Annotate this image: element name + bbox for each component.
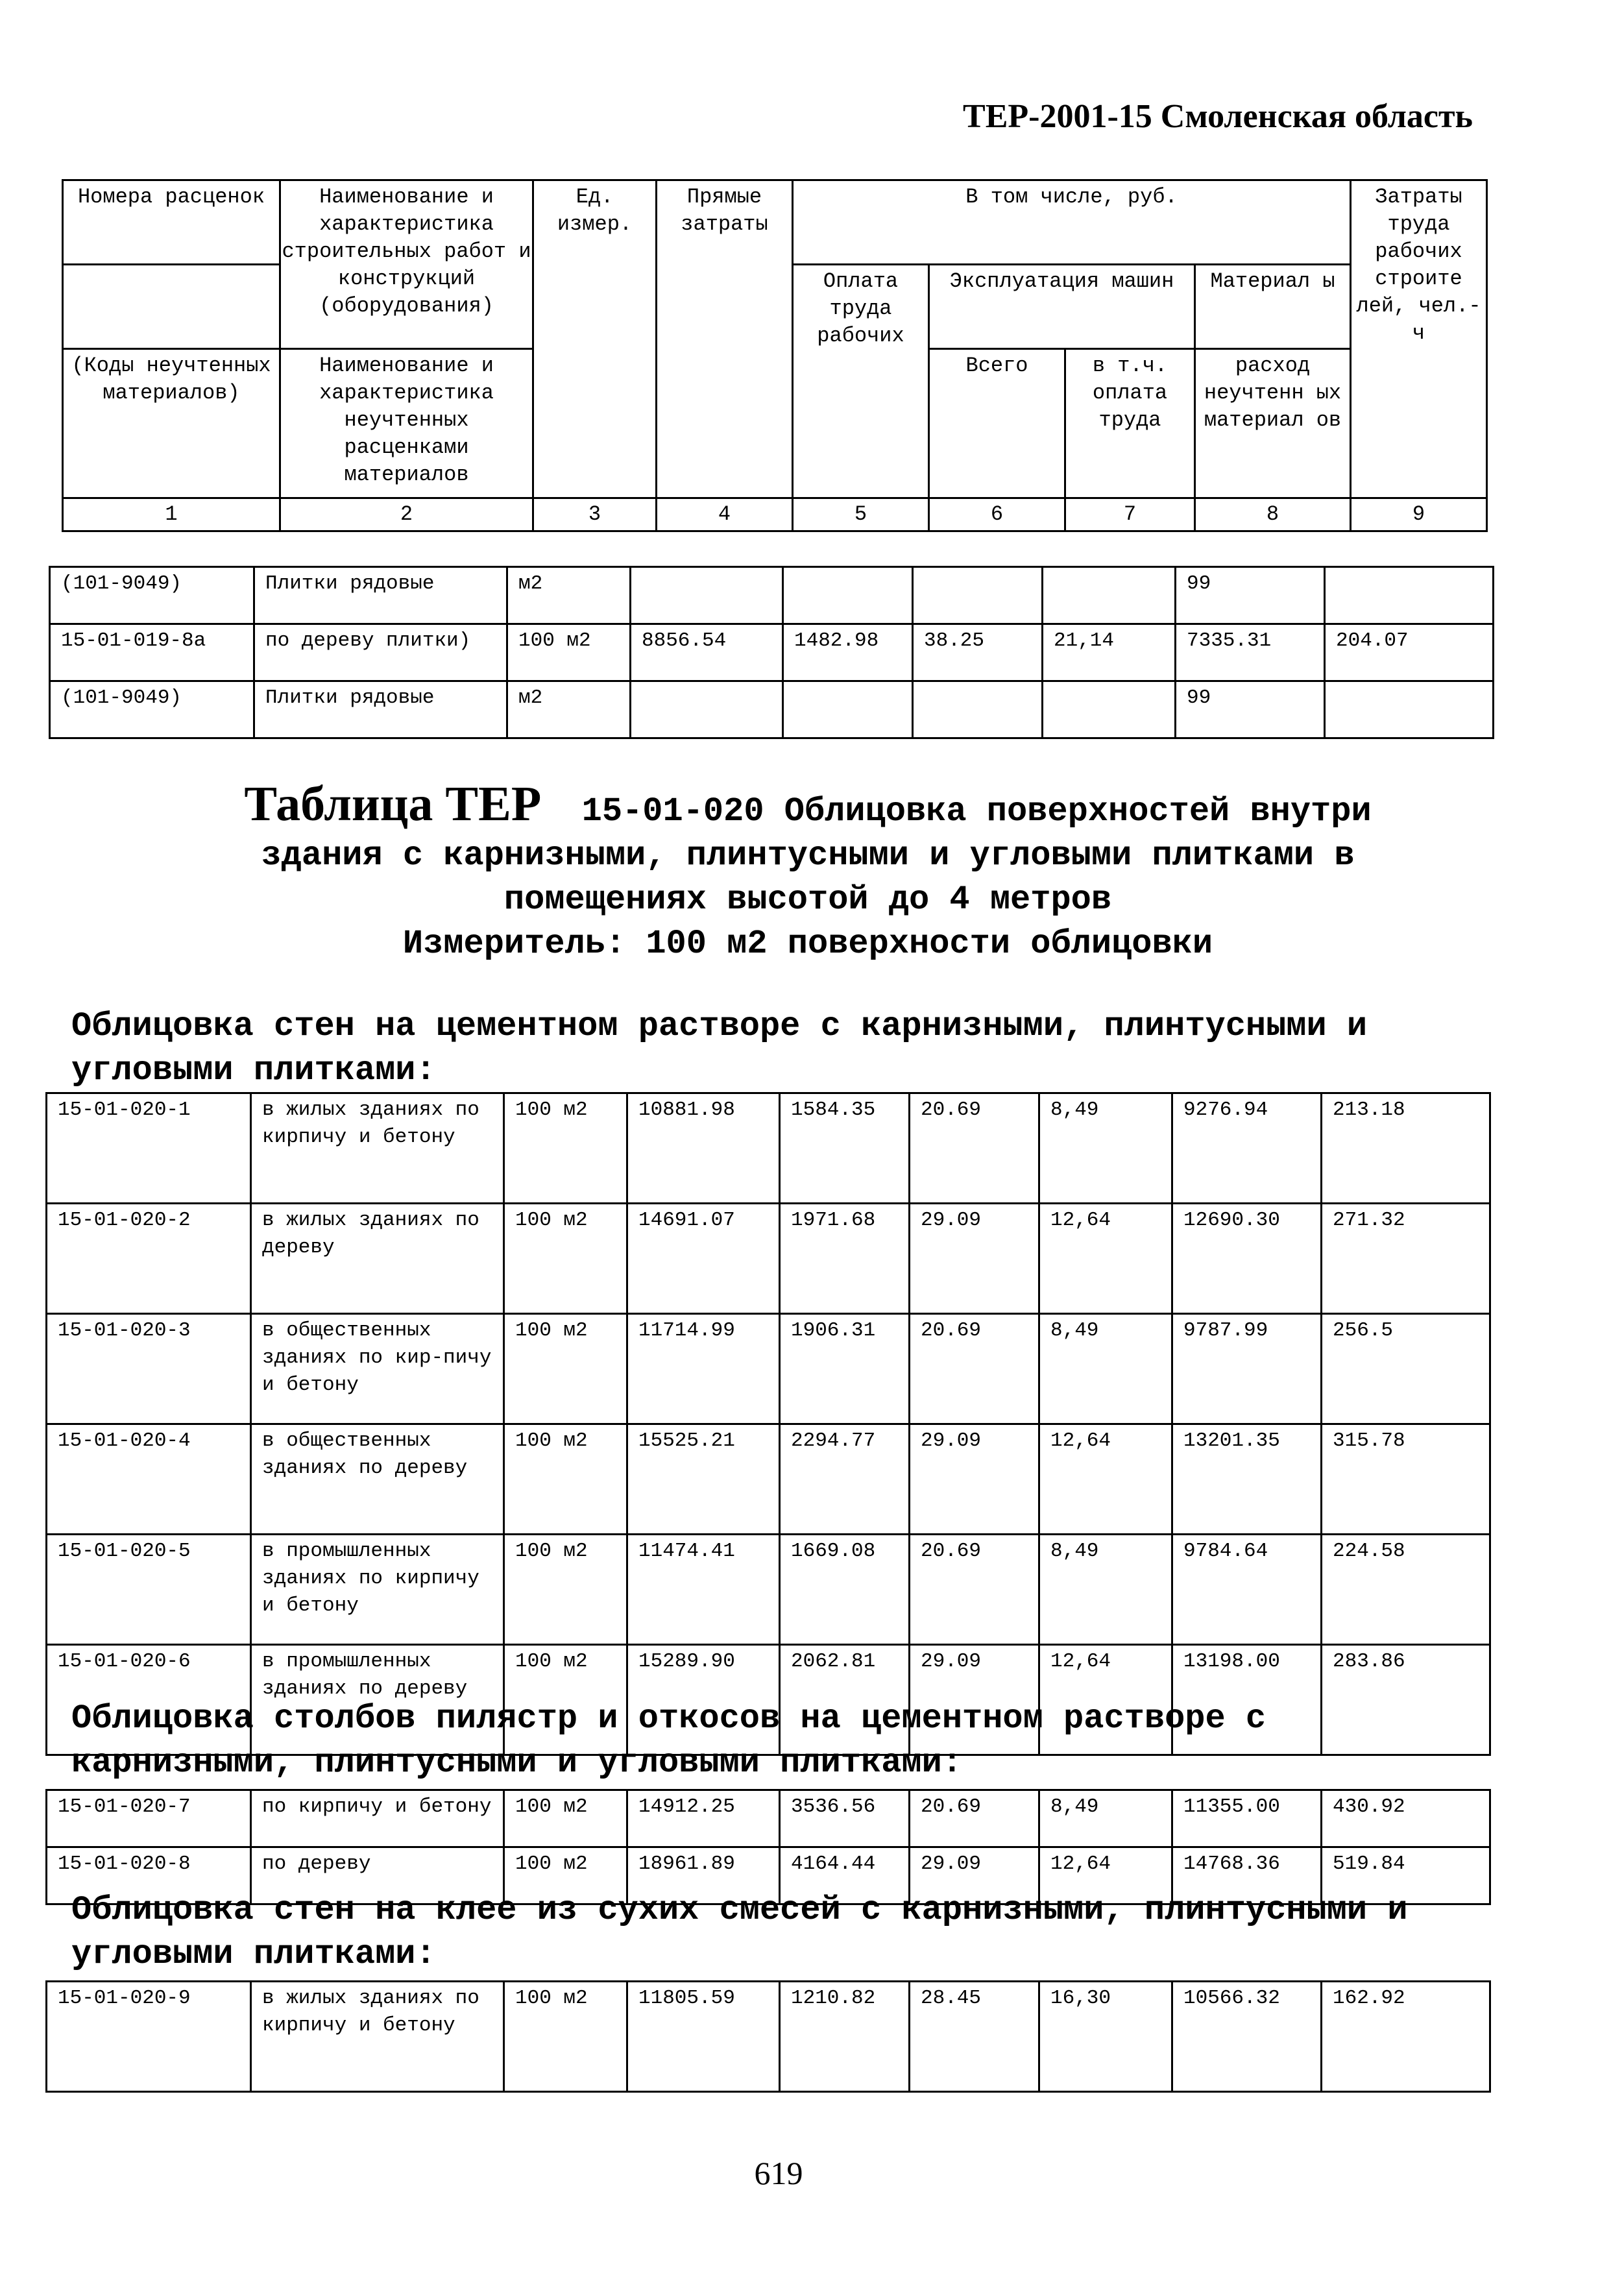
unit-cell: 100 м2 <box>504 1314 627 1424</box>
header-labor-pay: Оплата труда рабочих <box>793 265 929 498</box>
unit-cell: 100 м2 <box>504 1204 627 1314</box>
work-name-cell: в промышленных зданиях по кирпичу и бетону <box>251 1535 504 1645</box>
unit-cell: 100 м2 <box>504 1847 627 1904</box>
rate-code-cell: (101-9049) <box>50 681 254 738</box>
header-materials: Материал ы <box>1195 265 1351 349</box>
table-title-line1: 15-01-020 Облицовка поверхностей внутри <box>581 792 1372 831</box>
machine-cost-cell: 20.69 <box>910 1790 1039 1847</box>
header-codes: Номера расценок <box>63 180 280 265</box>
walls-glue-table <box>45 1980 1491 2093</box>
continuation-rows-table <box>49 566 1494 739</box>
labor-pay-cell: 1482.98 <box>783 624 913 681</box>
labor-pay-cell: 2294.77 <box>780 1424 910 1535</box>
machine-labor-cell: 8,49 <box>1039 1314 1172 1424</box>
work-name-cell: Плитки рядовые <box>254 567 507 624</box>
machine-labor-cell: 21,14 <box>1043 624 1176 681</box>
machine-labor-cell: 12,64 <box>1039 1645 1172 1755</box>
rate-code-cell: 15-01-019-8а <box>50 624 254 681</box>
section-title-walls-glue: Облицовка стен на клее из сухих смесей с карнизными, плинтусными и угловыми плитками: <box>71 1891 1408 1973</box>
labor-pay-cell: 1906.31 <box>780 1314 910 1424</box>
table-row <box>47 1314 1490 1424</box>
header-unit: Ед. измер. <box>533 180 657 498</box>
table-title-line2: здания с карнизными, плинтусными и угловыми плитками в <box>261 836 1355 875</box>
header-unaccounted-materials: расход неучтенн ых материал ов <box>1195 349 1351 498</box>
machine-cost-cell: 20.69 <box>910 1093 1039 1204</box>
direct-cost-cell: 15525.21 <box>627 1424 780 1535</box>
direct-cost-cell: 14912.25 <box>627 1790 780 1847</box>
labor-hours-cell: 271.32 <box>1322 1204 1490 1314</box>
labor-pay-cell: 2062.81 <box>780 1645 910 1755</box>
work-name-cell: в жилых зданиях по кирпичу и бетону <box>251 1982 504 2092</box>
col-number: 8 <box>1195 498 1351 531</box>
work-name-cell: в общественных зданиях по дереву <box>251 1424 504 1535</box>
labor-hours-cell: 162.92 <box>1322 1982 1490 2092</box>
col-number: 3 <box>533 498 657 531</box>
unit-cell: 100 м2 <box>504 1982 627 2092</box>
header-unaccounted-codes: (Коды неучтенных материалов) <box>63 349 280 498</box>
direct-cost-cell: 11474.41 <box>627 1535 780 1645</box>
table-row <box>50 681 1494 738</box>
rate-code-cell: (101-9049) <box>50 567 254 624</box>
direct-cost-cell: 11805.59 <box>627 1982 780 2092</box>
machine-cost-cell: 29.09 <box>910 1204 1039 1314</box>
page-number: 619 <box>754 2155 803 2191</box>
col-number: 7 <box>1065 498 1195 531</box>
rate-code-cell: 15-01-020-7 <box>47 1790 251 1847</box>
table-title-line4: Измеритель: 100 м2 поверхности облицовки <box>402 925 1213 963</box>
rate-code-cell: 15-01-020-3 <box>47 1314 251 1424</box>
table-row <box>47 1424 1490 1535</box>
work-name-cell: по кирпичу и бетону <box>251 1790 504 1847</box>
labor-pay-cell: 1584.35 <box>780 1093 910 1204</box>
machine-labor-cell: 16,30 <box>1039 1982 1172 2092</box>
materials-cell: 13201.35 <box>1172 1424 1322 1535</box>
rate-code-cell: 15-01-020-6 <box>47 1645 251 1755</box>
table-row <box>47 1204 1490 1314</box>
work-name-cell: в общественных зданиях по кир-пичу и бетону <box>251 1314 504 1424</box>
labor-hours-cell: 430.92 <box>1322 1790 1490 1847</box>
materials-cell: 11355.00 <box>1172 1790 1322 1847</box>
unit-cell: м2 <box>507 567 631 624</box>
machine-labor-cell: 8,49 <box>1039 1535 1172 1645</box>
materials-cell: 12690.30 <box>1172 1204 1322 1314</box>
direct-cost-cell: 18961.89 <box>627 1847 780 1904</box>
header-work-name: Наименование и характеристика строительных работ и конструкций (оборудования) <box>280 180 533 349</box>
labor-pay-cell: 1669.08 <box>780 1535 910 1645</box>
labor-hours-cell: 256.5 <box>1322 1314 1490 1424</box>
unit-cell: 100 м2 <box>504 1093 627 1204</box>
labor-hours-cell <box>1325 681 1494 738</box>
machine-cost-cell: 20.69 <box>910 1535 1039 1645</box>
table-title <box>78 777 1538 966</box>
col-number: 5 <box>793 498 929 531</box>
materials-cell: 9784.64 <box>1172 1535 1322 1645</box>
machine-labor-cell <box>1043 567 1176 624</box>
machine-cost-cell: 20.69 <box>910 1314 1039 1424</box>
labor-hours-cell <box>1325 567 1494 624</box>
walls-cement-table <box>45 1092 1491 1756</box>
unit-cell: 100 м2 <box>504 1535 627 1645</box>
work-name-cell: по дереву плитки) <box>254 624 507 681</box>
machine-cost-cell: 29.09 <box>910 1424 1039 1535</box>
machine-labor-cell: 12,64 <box>1039 1204 1172 1314</box>
rate-code-cell: 15-01-020-8 <box>47 1847 251 1904</box>
col-number: 9 <box>1351 498 1487 531</box>
unit-cell: 100 м2 <box>504 1424 627 1535</box>
machine-cost-cell <box>913 681 1043 738</box>
labor-hours-cell: 204.07 <box>1325 624 1494 681</box>
table-title-prefix: Таблица ТЕР <box>244 777 542 831</box>
unit-cell: 100 м2 <box>507 624 631 681</box>
unit-cell: 100 м2 <box>504 1790 627 1847</box>
labor-pay-cell <box>783 567 913 624</box>
rate-code-cell: 15-01-020-4 <box>47 1424 251 1535</box>
machine-labor-cell: 8,49 <box>1039 1790 1172 1847</box>
direct-cost-cell: 14691.07 <box>627 1204 780 1314</box>
column-header-table <box>62 179 1488 532</box>
table-row <box>50 567 1494 624</box>
work-name-cell: в жилых зданиях по кирпичу и бетону <box>251 1093 504 1204</box>
labor-hours-cell: 283.86 <box>1322 1645 1490 1755</box>
materials-cell: 7335.31 <box>1176 624 1325 681</box>
col-number: 2 <box>280 498 533 531</box>
table-row <box>47 1982 1490 2092</box>
table-row <box>50 624 1494 681</box>
labor-hours-cell: 315.78 <box>1322 1424 1490 1535</box>
direct-cost-cell <box>631 681 783 738</box>
materials-cell: 99 <box>1176 681 1325 738</box>
materials-cell: 13198.00 <box>1172 1645 1322 1755</box>
work-name-cell: Плитки рядовые <box>254 681 507 738</box>
machine-cost-cell: 28.45 <box>910 1982 1039 2092</box>
table-title-line3: помещениях высотой до 4 метров <box>503 881 1112 919</box>
machine-cost-cell: 29.09 <box>910 1645 1039 1755</box>
header-direct-costs: Прямые затраты <box>657 180 793 498</box>
header-including: В том числе, руб. <box>793 180 1351 265</box>
unit-cell: 100 м2 <box>504 1645 627 1755</box>
direct-cost-cell: 8856.54 <box>631 624 783 681</box>
work-name-cell: в жилых зданиях по дереву <box>251 1204 504 1314</box>
col-number: 4 <box>657 498 793 531</box>
table-row <box>47 1790 1490 1847</box>
header-unaccounted-names: Наименование и характеристика неучтенных расценками материалов <box>280 349 533 498</box>
col-number: 6 <box>929 498 1065 531</box>
machine-labor-cell <box>1043 681 1176 738</box>
rate-code-cell: 15-01-020-2 <box>47 1204 251 1314</box>
machine-labor-cell: 12,64 <box>1039 1424 1172 1535</box>
document-header: ТЕР-2001-15 Смоленская область <box>963 98 1473 135</box>
labor-pay-cell: 1210.82 <box>780 1982 910 2092</box>
labor-pay-cell: 1971.68 <box>780 1204 910 1314</box>
header-labor-hours: Затраты труда рабочих строите лей, чел.-ч <box>1351 180 1487 498</box>
labor-pay-cell <box>783 681 913 738</box>
materials-cell: 14768.36 <box>1172 1847 1322 1904</box>
header-codes-spacer <box>63 265 280 349</box>
header-machines-labor: в т.ч. оплата труда <box>1065 349 1195 498</box>
direct-cost-cell: 11714.99 <box>627 1314 780 1424</box>
col-number: 1 <box>63 498 280 531</box>
rate-code-cell: 15-01-020-5 <box>47 1535 251 1645</box>
labor-hours-cell: 213.18 <box>1322 1093 1490 1204</box>
section-title-pillars: Облицовка столбов пилястр и откосов на цементном растворе с карнизными, плинтусными и угловыми плитками: <box>71 1699 1266 1782</box>
direct-cost-cell <box>631 567 783 624</box>
unit-cell: м2 <box>507 681 631 738</box>
labor-pay-cell: 3536.56 <box>780 1790 910 1847</box>
labor-hours-cell: 224.58 <box>1322 1535 1490 1645</box>
direct-cost-cell: 10881.98 <box>627 1093 780 1204</box>
rate-code-cell: 15-01-020-9 <box>47 1982 251 2092</box>
work-name-cell: в промышленных зданиях по дереву <box>251 1645 504 1755</box>
materials-cell: 99 <box>1176 567 1325 624</box>
work-name-cell: по дереву <box>251 1847 504 1904</box>
labor-hours-cell: 519.84 <box>1322 1847 1490 1904</box>
table-row <box>47 1535 1490 1645</box>
header-machines-total: Всего <box>929 349 1065 498</box>
section-title-walls-cement: Облицовка стен на цементном растворе с карнизными, плинтусными и угловыми плитками: <box>71 1007 1368 1089</box>
materials-cell: 10566.32 <box>1172 1982 1322 2092</box>
machine-cost-cell <box>913 567 1043 624</box>
machine-cost-cell: 38.25 <box>913 624 1043 681</box>
labor-pay-cell: 4164.44 <box>780 1847 910 1904</box>
table-row <box>47 1093 1490 1204</box>
machine-labor-cell: 8,49 <box>1039 1093 1172 1204</box>
machine-labor-cell: 12,64 <box>1039 1847 1172 1904</box>
header-machines: Эксплуатация машин <box>929 265 1195 349</box>
direct-cost-cell: 15289.90 <box>627 1645 780 1755</box>
materials-cell: 9276.94 <box>1172 1093 1322 1204</box>
materials-cell: 9787.99 <box>1172 1314 1322 1424</box>
machine-cost-cell: 29.09 <box>910 1847 1039 1904</box>
rate-code-cell: 15-01-020-1 <box>47 1093 251 1204</box>
